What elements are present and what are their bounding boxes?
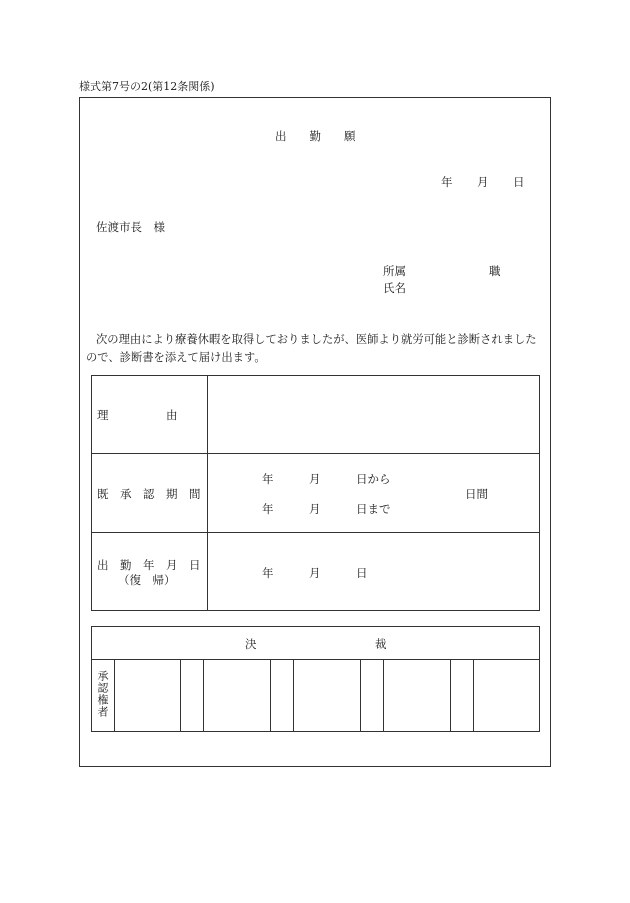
return-date-sublabel: （復 帰） [118,573,176,587]
body-text-line1: 次の理由により療養休暇を取得しておりましたが、医師より就労可能と診断されました [96,333,537,346]
period-to-year: 年 [262,502,274,516]
approval-cell-line [114,659,115,732]
period-from-year: 年 [262,472,274,486]
period-to-day: 日まで [356,502,391,516]
return-date-label: 出 勤 年 月 日 [97,558,201,572]
position-label: 職 [489,264,501,278]
approval-cell-line [180,659,181,732]
period-from-day: 日から [356,472,391,486]
approval-cell-line [473,659,474,732]
reason-label: 理 由 [97,408,178,422]
name-label: 氏名 [383,281,406,295]
details-table-row-line [91,532,540,533]
date-month: 月 [477,175,489,189]
affiliation-label: 所属 [383,264,406,278]
form-title: 出 勤 願 [275,129,356,143]
period-days: 日間 [465,487,488,501]
period-from-month: 月 [309,472,321,486]
date-year: 年 [441,175,453,189]
approval-cell-line [383,659,384,732]
return-date-day: 日 [356,566,368,580]
approval-header-left: 決 [245,637,257,651]
body-text-line2: ので、診断書を添えて届け出ます。 [86,351,266,364]
form-number: 様式第7号の2(第12条関係) [79,80,215,93]
approval-cell-line [450,659,451,732]
period-to-month: 月 [309,502,321,516]
approval-header-right: 裁 [375,637,387,651]
date-day: 日 [513,175,525,189]
details-table-divider [207,375,208,611]
approval-cell-line [360,659,361,732]
return-date-year: 年 [262,566,274,580]
approval-cell-line [203,659,204,732]
approval-cell-line [293,659,294,732]
addressee: 佐渡市長 様 [96,220,165,234]
approver-side-label: 承認権者 [96,670,109,718]
details-table-row-line [91,453,540,454]
return-date-month: 月 [309,566,321,580]
approval-cell-line [270,659,271,732]
approved-period-label: 既 承 認 期 間 [97,487,201,501]
